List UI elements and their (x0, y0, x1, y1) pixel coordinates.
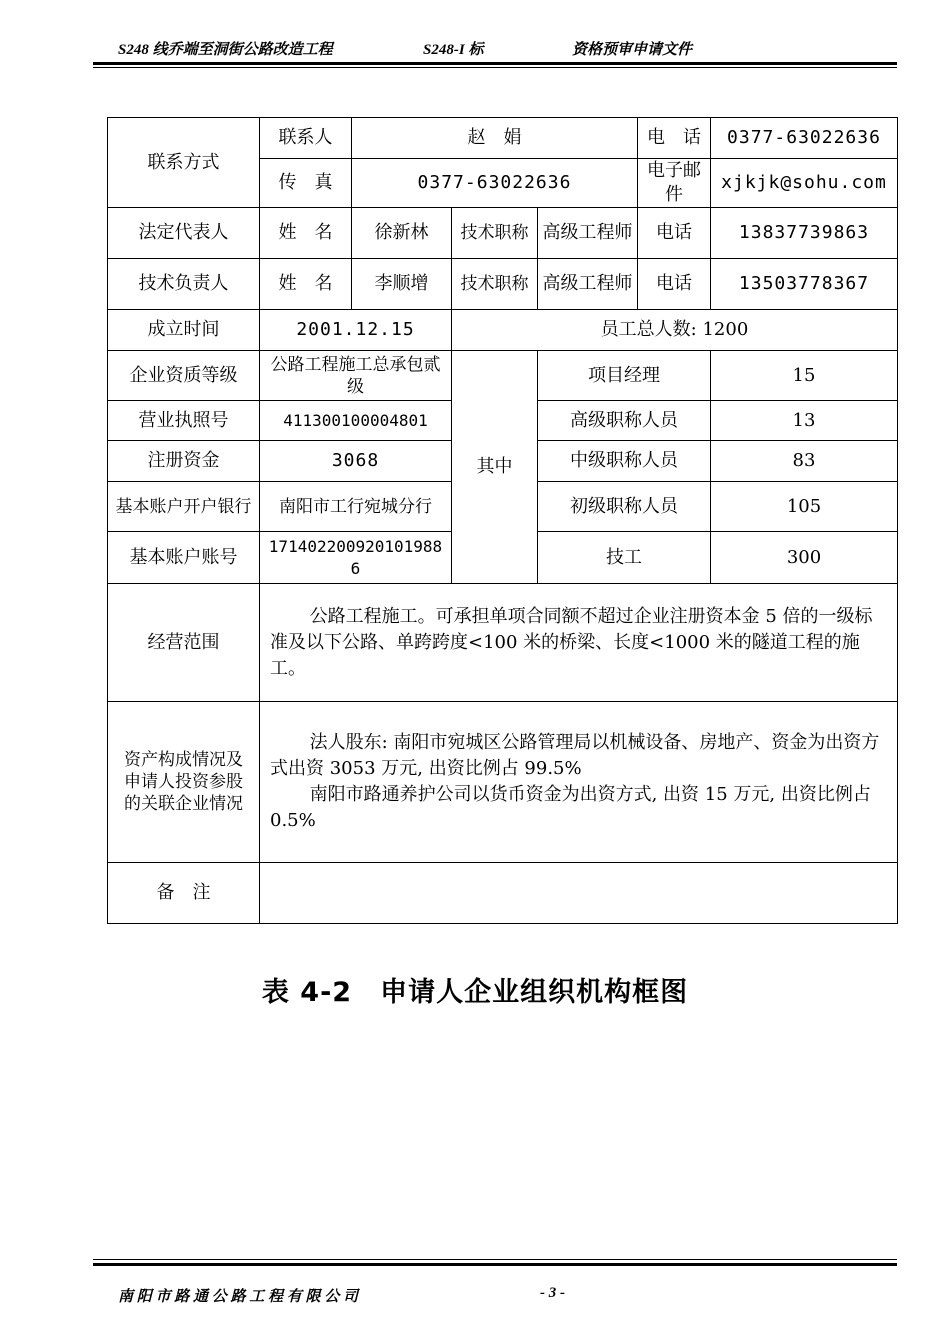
legal-rep-phone-label: 电话 (638, 208, 711, 259)
qualification-label: 企业资质等级 (108, 351, 260, 401)
legal-rep-name: 徐新林 (352, 208, 452, 259)
header-project: S248 线乔端至洞街公路改造工程 (118, 42, 333, 58)
header-doc-type: 资格预审申请文件 (572, 42, 693, 58)
assets-paragraph-2: 南阳市路通养护公司以货币资金为出资方式, 出资 15 万元, 出资比例占 0.5% (270, 784, 871, 831)
section-title: 表 4-2 申请人企业组织机构框图 (261, 977, 689, 1008)
bank-value: 南阳市工行宛城分行 (260, 482, 452, 532)
staff-role: 高级职称人员 (538, 401, 711, 441)
header-rule-thin (93, 67, 897, 68)
page-header (0, 34, 950, 64)
staff-count: 15 (711, 351, 898, 401)
footer-company: 南 阳 市 路 通 公 路 工 程 有 限 公 司 (118, 1289, 359, 1305)
among-label: 其中 (452, 351, 538, 584)
account-value: 1714022009201019886 (260, 532, 452, 584)
remarks-label: 备 注 (108, 863, 260, 924)
footer-rule-thick (93, 1263, 897, 1266)
bank-label: 基本账户开户银行 (108, 482, 260, 532)
page-number: - 3 - (540, 1285, 565, 1301)
staff-count: 13 (711, 401, 898, 441)
legal-rep-name-label: 姓 名 (260, 208, 352, 259)
email-label: 电子邮件 (638, 159, 711, 208)
header-section: S248-I 标 (423, 42, 484, 58)
legal-rep-title: 高级工程师 (538, 208, 638, 259)
scope-label: 经营范围 (108, 584, 260, 702)
established-date: 2001.12.15 (260, 310, 452, 351)
staff-role: 初级职称人员 (538, 482, 711, 532)
email-value: xjkjk@sohu.com (711, 159, 898, 208)
staff-total: 员工总人数: 1200 (452, 310, 898, 351)
staff-role: 项目经理 (538, 351, 711, 401)
capital-label: 注册资金 (108, 441, 260, 482)
capital-value: 3068 (260, 441, 452, 482)
tech-lead-title-label: 技术职称 (452, 259, 538, 310)
staff-role: 技工 (538, 532, 711, 584)
account-label: 基本账户账号 (108, 532, 260, 584)
staff-role: 中级职称人员 (538, 441, 711, 482)
tech-lead-title: 高级工程师 (538, 259, 638, 310)
assets-text (260, 702, 898, 863)
qualification-value: 公路工程施工总承包贰级 (260, 351, 452, 401)
established-label: 成立时间 (108, 310, 260, 351)
contact-person-label: 联系人 (260, 118, 352, 159)
fax-label: 传 真 (260, 159, 352, 208)
fax-value: 0377-63022636 (352, 159, 638, 208)
tech-lead-label: 技术负责人 (108, 259, 260, 310)
tech-lead-name-label: 姓 名 (260, 259, 352, 310)
scope-text (260, 584, 898, 702)
legal-rep-phone: 13837739863 (711, 208, 898, 259)
staff-count: 105 (711, 482, 898, 532)
legal-rep-title-label: 技术职称 (452, 208, 538, 259)
legal-rep-label: 法定代表人 (108, 208, 260, 259)
staff-count: 83 (711, 441, 898, 482)
tech-lead-phone-label: 电话 (638, 259, 711, 310)
remarks-value (260, 863, 898, 924)
contact-label: 联系方式 (108, 118, 260, 208)
contact-person: 赵 娟 (352, 118, 638, 159)
header-rule-thick (93, 62, 897, 65)
scope-paragraph: 公路工程施工。可承担单项合同额不超过企业注册资本金 5 倍的一级标准及以下公路、单跨跨度<100 米的桥梁、长度<1000 米的隧道工程的施工。 (270, 605, 873, 679)
company-info-table (107, 117, 898, 924)
assets-label: 资产构成情况及申请人投资参股的关联企业情况 (108, 702, 260, 863)
staff-count: 300 (711, 532, 898, 584)
license-value: 411300100004801 (260, 401, 452, 441)
tech-lead-phone: 13503778367 (711, 259, 898, 310)
tech-lead-name: 李顺增 (352, 259, 452, 310)
assets-paragraph-1: 法人股东: 南阳市宛城区公路管理局以机械设备、房地产、资金为出资方式出资 3053 万元, 出资比例占 99.5% (270, 732, 880, 779)
page-footer (0, 1282, 950, 1310)
license-label: 营业执照号 (108, 401, 260, 441)
phone-value: 0377-63022636 (711, 118, 898, 159)
phone-label: 电 话 (638, 118, 711, 159)
footer-rule-thin (93, 1259, 897, 1260)
